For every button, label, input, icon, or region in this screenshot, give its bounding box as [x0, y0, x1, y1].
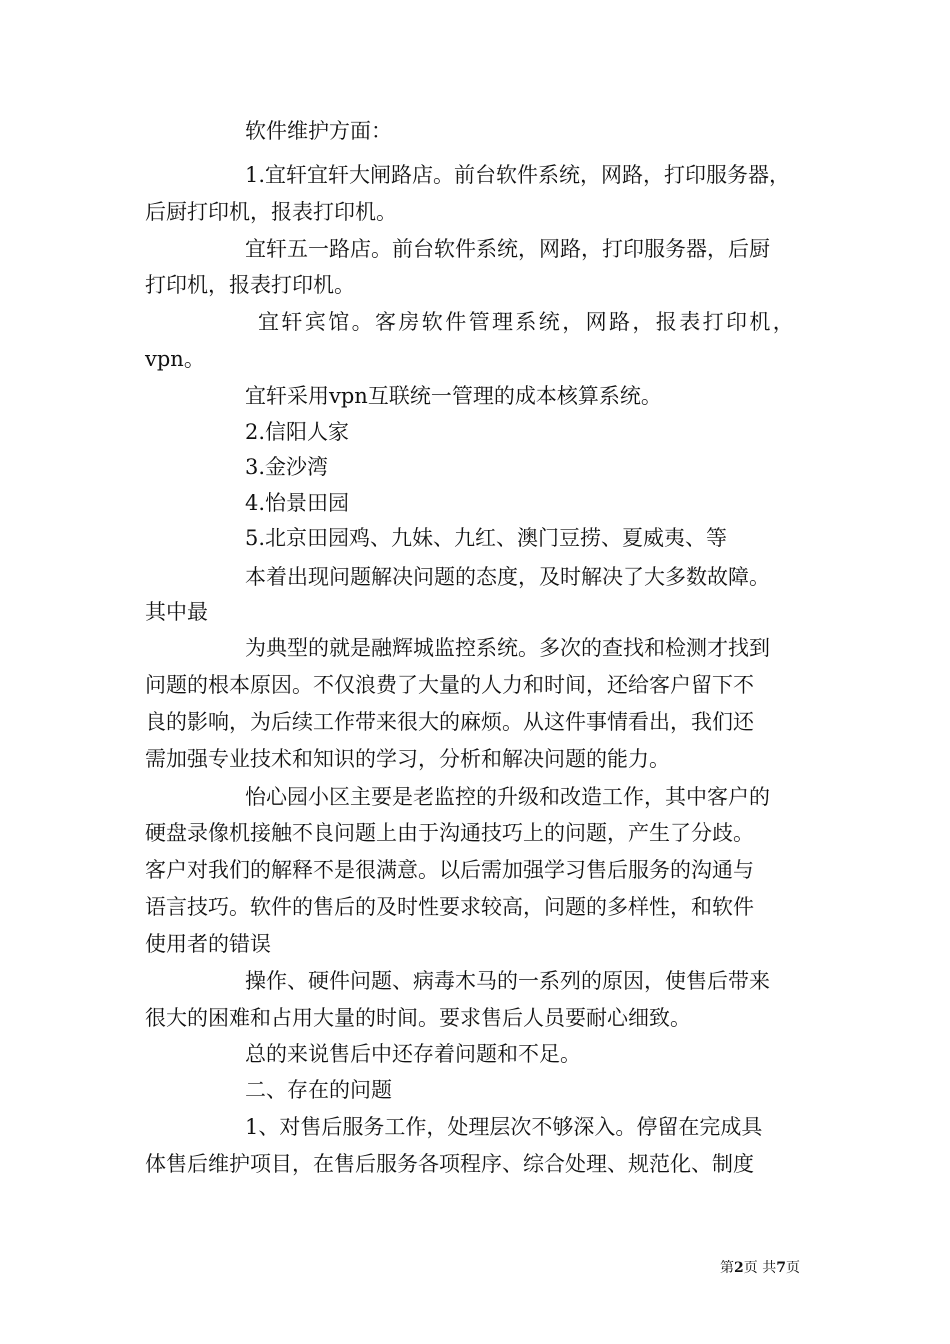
- text-line: 1、对售后服务工作，处理层次不够深入。停留在完成具: [245, 1115, 763, 1139]
- text-line: 硬盘录像机接触不良问题上由于沟通技巧上的问题，产生了分歧。: [145, 821, 754, 845]
- text-line: 软件维护方面：: [245, 119, 392, 143]
- text-line: 需加强专业技术和知识的学习，分析和解决问题的能力。: [145, 747, 670, 771]
- text-line: 宜轩宾馆。客房软件管理系统，网路，报表打印机，: [258, 310, 797, 334]
- text-line: 操作、硬件问题、病毒木马的一系列的原因，使售后带来: [245, 969, 770, 993]
- text-line: 客户对我们的解释不是很满意。以后需加强学习售后服务的沟通与: [145, 858, 754, 882]
- footer-page-number: 2: [734, 1260, 744, 1276]
- text-line: 很大的困难和占用大量的时间。要求售后人员要耐心细致。: [145, 1006, 691, 1030]
- text-line: 语言技巧。软件的售后的及时性要求较高，问题的多样性，和软件: [145, 895, 754, 919]
- text-line: 后厨打印机，报表打印机。: [145, 200, 397, 224]
- text-line: 使用者的错误: [145, 932, 271, 956]
- text-line: 问题的根本原因。不仅浪费了大量的人力和时间，还给客户留下不: [145, 673, 754, 697]
- footer-suffix: 页: [785, 1260, 800, 1276]
- footer-prefix: 第: [720, 1260, 734, 1276]
- text-line: 良的影响，为后续工作带来很大的麻烦。从这件事情看出，我们还: [145, 710, 754, 734]
- page-footer: [720, 1258, 800, 1278]
- text-line: 其中最: [145, 600, 208, 624]
- text-line: 宜轩五一路店。前台软件系统，网路，打印服务器，后厨: [245, 237, 770, 261]
- text-line: 3.金沙湾: [245, 455, 329, 479]
- footer-middle: 页 共: [743, 1260, 777, 1276]
- text-line: 二、存在的问题: [245, 1078, 392, 1102]
- text-line: 本着出现问题解决问题的态度，及时解决了大多数故障。: [245, 565, 770, 589]
- text-line: 1.宜轩宜轩大闸路店。前台软件系统，网路，打印服务器，: [245, 163, 791, 187]
- text-line: 5.北京田园鸡、九妹、九红、澳门豆捞、夏威夷、等: [245, 526, 728, 550]
- text-line: 为典型的就是融辉城监控系统。多次的查找和检测才找到: [245, 636, 770, 660]
- footer-total-pages: 7: [776, 1260, 786, 1276]
- text-line: 2.信阳人家: [245, 420, 350, 444]
- text-line: 打印机，报表打印机。: [145, 273, 355, 297]
- text-line: 宜轩采用vpn互联统一管理的成本核算系统。: [245, 384, 662, 408]
- text-line: 总的来说售后中还存着问题和不足。: [245, 1042, 581, 1066]
- text-line: 体售后维护项目，在售后服务各项程序、综合处理、规范化、制度: [145, 1152, 754, 1176]
- text-line: 怡心园小区主要是老监控的升级和改造工作，其中客户的: [245, 785, 770, 809]
- text-line: vpn。: [145, 347, 205, 371]
- text-line: 4.怡景田园: [245, 491, 350, 515]
